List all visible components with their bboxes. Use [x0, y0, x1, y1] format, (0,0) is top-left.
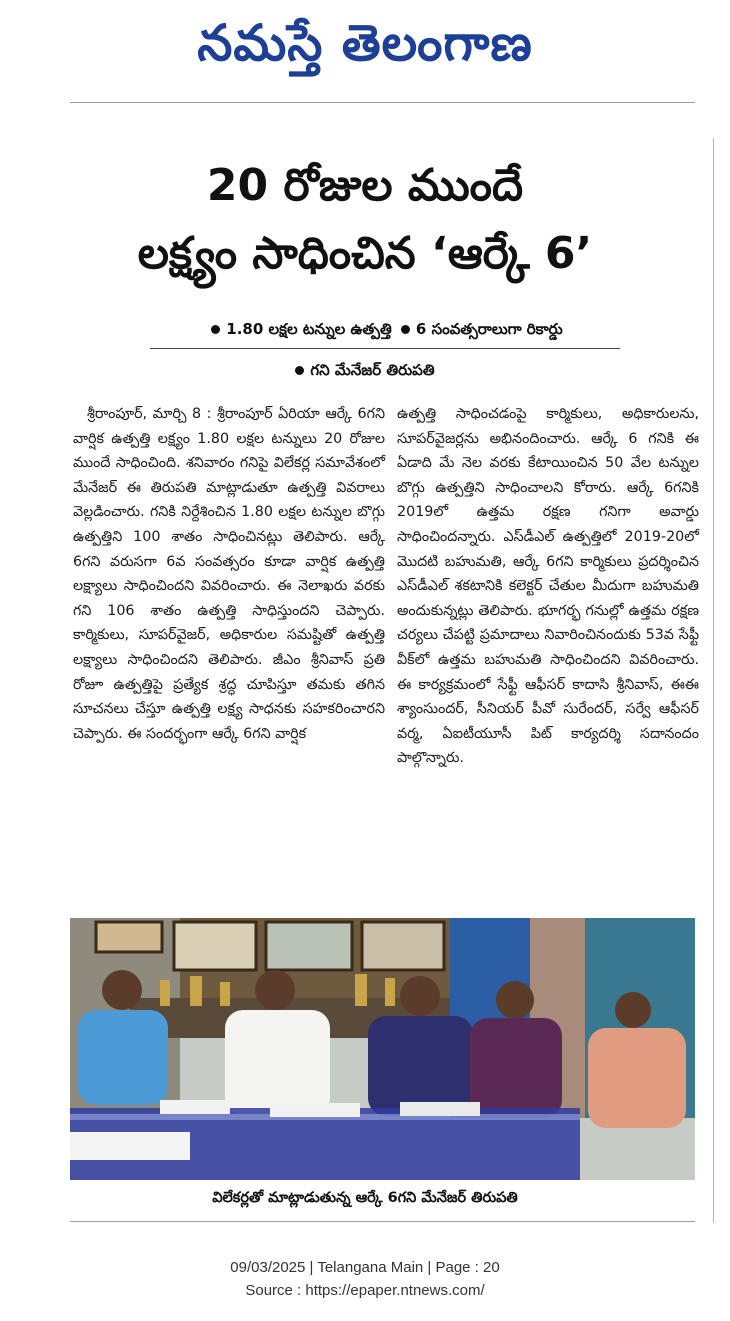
subhead-item-2: 6 సంవత్సరాలుగా రికార్డు	[415, 320, 563, 338]
headline-line-2: లక్ష్యం సాధించిన ‘ఆర్కే 6’	[137, 228, 593, 279]
article-body-right-column: ఉత్పత్తి సాధించడంపై కార్మికులు, అధికారులను, సూపర్‌వైజర్లను అభినందించారు. ఆర్కే 6 గనికి ఈ ఏడాది మే నెల వరకు కేటాయించిన 50 వేల టన్నుల బొగ్గు ఉత్పత్తిని సాధించాలని కోరారు. ఆర్కే 6గనికి 2019లో ఉత్తమ రక్షణ గనిగా అవార్డు సాధించిందన్నారు. ఎస్‌డీఎల్ ఉత్పత్తిలో 2019-20లో మొదటి బహుమతి, ఆర్కే 6గని కార్మికులు ప్రదర్శించిన ఎస్‌డీఎల్ శకటానికి కలెక్టర్ చేతుల మీదుగా బహుమతి అందుకున్నట్లు తెలిపారు. భూగర్భ గనుల్లో ఉత్తమ రక్షణ చర్యలు చేపట్టి ప్రమాదాలు నివారించినందుకు 53వ సేఫ్టీ వీక్‌లో ఉత్తమ బహుమతి సాధించిందని వివరించారు. ఈ కార్యక్రమంలో సేఫ్టీ ఆఫీసర్ కాదాసి శ్రీనివాస్, ఈఈ శ్యాంసుందర్, సీనియర్ పీవో సురేందర్, సర్వే ఆఫీసర్ వర్మ, ఏఐటీయూసీ పిట్ కార్యదర్శి సదానందం పాల్గొన్నారు.	[397, 406, 699, 767]
bullet-icon	[401, 325, 410, 334]
desk-icon	[70, 1100, 580, 1180]
subhead-item-1: 1.80 లక్షల టన్నుల ఉత్పత్తి	[226, 320, 392, 338]
subhead	[150, 320, 620, 342]
byline	[0, 361, 730, 383]
column-rule-right	[713, 138, 714, 1223]
masthead	[0, 0, 730, 100]
masthead-title: నమస్తే తెలంగాణ	[197, 14, 533, 72]
footer-source-line[interactable]: Source : https://epaper.ntnews.com/	[245, 1282, 485, 1299]
press-meet-photo	[70, 918, 695, 1180]
masthead-rule	[70, 102, 695, 103]
photo-caption: విలేకర్లతో మాట్లాడుతున్న ఆర్కే 6గని మేనేజర్ తిరుపతి	[212, 1190, 518, 1206]
footer-edition-line: 09/03/2025 | Telangana Main | Page : 20	[230, 1259, 500, 1276]
subhead-rule	[150, 348, 620, 349]
bullet-icon	[211, 325, 220, 334]
headline-line-1: 20 రోజుల ముందే	[206, 160, 524, 211]
byline-text: గని మేనేజర్ తిరుపతి	[310, 361, 435, 379]
article-body-left-column: శ్రీరాంపూర్, మార్చి 8 : శ్రీరాంపూర్ ఏరియా ఆర్కే 6గని వార్షిక ఉత్పత్తి లక్ష్యం 1.80 లక్షల టన్నులు 20 రోజుల ముందే సాధించింది. శనివారం గనిపై విలేకర్ల సమావేశంలో మేనేజర్ ఈ తిరుపతి మాట్లాడుతూ ఉత్పత్తి వివరాలు వెల్లడించారు. గనికి నిర్దేశించిన 1.80 లక్షల టన్నుల బొగ్గు ఉత్పత్తిని 100 శాతం సాధించినట్లు తెలిపారు. ఆర్కే 6గని వరుసగా 6వ సంవత్సరం కూడా వార్షిక ఉత్పత్తి లక్ష్యాలు సాధించిందని వివరించారు. ఈ నెలాఖరు వరకు గని 106 శాతం ఉత్పత్తి సాధిస్తుందని చెప్పారు. కార్మికులు, సూపర్‌వైజర్, అధికారుల సమష్టితో ఉత్పత్తి లక్ష్యాలు సాధించిందని తెలిపారు. జీఎం శ్రీనివాస్ ప్రతి రోజూ ఉత్పత్తిపై ప్రత్యేక శ్రద్ధ చూపిస్తూ తమకు తగిన సూచనలు చేస్తూ ఉత్పత్తి లక్ష్య సాధనకు సహకరించారని చెప్పారు. ఈ సందర్భంగా ఆర్కే 6గని వార్షిక	[73, 406, 385, 742]
article-photo	[70, 918, 695, 1180]
bullet-icon	[295, 366, 304, 375]
caption-rule	[70, 1221, 695, 1222]
